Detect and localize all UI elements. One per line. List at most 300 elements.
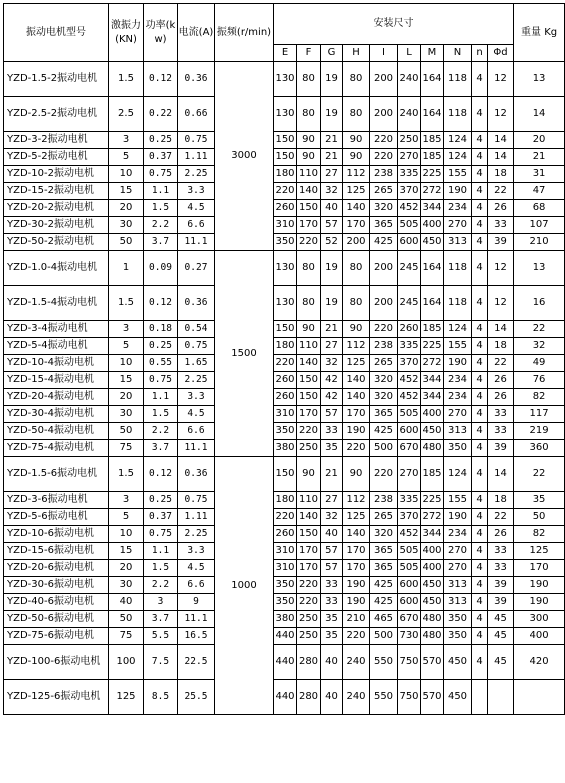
cell-power: 3.7: [144, 234, 178, 251]
cell-dim: 335: [398, 166, 421, 183]
cell-force: 30: [109, 577, 144, 594]
cell-dim: 344: [421, 526, 444, 543]
cell-dim: 320: [370, 200, 398, 217]
cell-dim: 240: [343, 645, 370, 680]
table-row: [4, 611, 565, 628]
cell-dim: 18: [488, 166, 514, 183]
cell-dim: 40: [321, 680, 343, 715]
cell-current: 4.5: [178, 406, 215, 423]
cell-dim: 440: [274, 628, 297, 645]
cell-dim: 550: [370, 680, 398, 715]
cell-dim: 22: [488, 183, 514, 200]
cell-dim: 260: [274, 200, 297, 217]
cell-dim: 12: [488, 97, 514, 132]
cell-dim: 4: [472, 440, 488, 457]
cell-dim: 4: [472, 338, 488, 355]
cell-dim: 480: [421, 611, 444, 628]
cell-weight: 76: [514, 372, 565, 389]
cell-dim: 4: [472, 97, 488, 132]
table-row: [4, 492, 565, 509]
cell-dim: 57: [321, 406, 343, 423]
cell-dim: 190: [444, 355, 472, 372]
cell-power: 1.5: [144, 406, 178, 423]
cell-dim: 185: [421, 321, 444, 338]
cell-model: YZD-5-4振动电机: [4, 338, 109, 355]
cell-model: YZD-75-6振动电机: [4, 628, 109, 645]
cell-dim: 4: [472, 200, 488, 217]
header-dim-8: n: [472, 45, 488, 62]
cell-model: YZD-50-6振动电机: [4, 611, 109, 628]
cell-dim: 750: [398, 680, 421, 715]
cell-dim: 80: [343, 286, 370, 321]
cell-model: YZD-2.5-2振动电机: [4, 97, 109, 132]
cell-model: YZD-10-6振动电机: [4, 526, 109, 543]
cell-dim: 130: [274, 97, 297, 132]
cell-dim: 452: [398, 200, 421, 217]
cell-dim: 350: [274, 423, 297, 440]
cell-dim: 14: [488, 321, 514, 338]
cell-dim: 220: [343, 628, 370, 645]
cell-dim: 164: [421, 286, 444, 321]
cell-force: 30: [109, 406, 144, 423]
table-row: [4, 594, 565, 611]
cell-dim: 4: [472, 509, 488, 526]
cell-dim: 400: [421, 543, 444, 560]
cell-dim: 32: [321, 183, 343, 200]
cell-power: 3.7: [144, 611, 178, 628]
cell-dim: 112: [343, 338, 370, 355]
cell-dim: 200: [343, 234, 370, 251]
cell-dim: 12: [488, 62, 514, 97]
cell-dim: 452: [398, 389, 421, 406]
cell-dim: 57: [321, 217, 343, 234]
cell-force: 3: [109, 492, 144, 509]
cell-dim: 270: [398, 457, 421, 492]
cell-model: YZD-20-6振动电机: [4, 560, 109, 577]
cell-dim: 39: [488, 594, 514, 611]
cell-dim: 170: [297, 560, 321, 577]
header-current: 电流(A): [178, 4, 215, 62]
cell-weight: 13: [514, 251, 565, 286]
cell-dim: 180: [274, 166, 297, 183]
cell-dim: 245: [398, 286, 421, 321]
cell-dim: 260: [274, 372, 297, 389]
cell-dim: 4: [472, 321, 488, 338]
table-row: [4, 166, 565, 183]
header-force: 激振力(KN): [109, 4, 144, 62]
header-frequency: 振频(r/min): [215, 4, 274, 62]
cell-dim: 170: [343, 217, 370, 234]
cell-dim: 19: [321, 286, 343, 321]
table-row: [4, 183, 565, 200]
table-row: [4, 338, 565, 355]
cell-dim: 450: [421, 594, 444, 611]
cell-model: YZD-5-6振动电机: [4, 509, 109, 526]
cell-dim: 4: [472, 577, 488, 594]
cell-dim: 150: [297, 526, 321, 543]
cell-model: YZD-1.5-4振动电机: [4, 286, 109, 321]
cell-dim: 272: [421, 355, 444, 372]
cell-dim: 155: [444, 492, 472, 509]
cell-dim: 270: [398, 149, 421, 166]
cell-dim: 280: [297, 645, 321, 680]
cell-force: 5: [109, 149, 144, 166]
cell-current: 0.75: [178, 132, 215, 149]
cell-dim: 380: [274, 611, 297, 628]
cell-dim: 238: [370, 166, 398, 183]
cell-model: YZD-40-6振动电机: [4, 594, 109, 611]
cell-dim: 35: [321, 440, 343, 457]
cell-weight: 35: [514, 492, 565, 509]
table-row: [4, 457, 565, 492]
cell-current: 9: [178, 594, 215, 611]
cell-force: 5: [109, 338, 144, 355]
cell-dim: 505: [398, 543, 421, 560]
cell-current: 1.11: [178, 149, 215, 166]
cell-dim: 80: [297, 286, 321, 321]
cell-dim: 500: [370, 628, 398, 645]
cell-dim: 310: [274, 406, 297, 423]
cell-dim: 124: [444, 457, 472, 492]
cell-dim: 260: [398, 321, 421, 338]
cell-power: 0.12: [144, 62, 178, 97]
cell-dim: 200: [370, 286, 398, 321]
cell-power: 1.1: [144, 543, 178, 560]
cell-dim: 225: [421, 338, 444, 355]
table-row: [4, 680, 565, 715]
cell-dim: 4: [472, 611, 488, 628]
cell-dim: 170: [343, 560, 370, 577]
cell-dim: 320: [370, 526, 398, 543]
cell-dim: 240: [398, 97, 421, 132]
cell-current: 3.3: [178, 543, 215, 560]
cell-weight: 16: [514, 286, 565, 321]
cell-dim: 452: [398, 526, 421, 543]
table-row: [4, 200, 565, 217]
cell-dim: 350: [444, 440, 472, 457]
cell-model: YZD-3-6振动电机: [4, 492, 109, 509]
cell-dim: 164: [421, 62, 444, 97]
cell-dim: 4: [472, 355, 488, 372]
cell-power: 0.12: [144, 286, 178, 321]
cell-dim: 670: [398, 440, 421, 457]
cell-model: YZD-30-6振动电机: [4, 577, 109, 594]
cell-dim: 4: [472, 526, 488, 543]
cell-dim: 350: [444, 611, 472, 628]
cell-power: 5.5: [144, 628, 178, 645]
cell-dim: 90: [343, 321, 370, 338]
cell-model: YZD-20-2振动电机: [4, 200, 109, 217]
cell-dim: 400: [421, 560, 444, 577]
cell-dim: 220: [370, 149, 398, 166]
cell-dim: [488, 680, 514, 715]
cell-dim: 118: [444, 286, 472, 321]
cell-dim: 125: [343, 509, 370, 526]
cell-frequency: 1500: [215, 251, 274, 457]
cell-dim: 220: [274, 509, 297, 526]
cell-dim: 344: [421, 372, 444, 389]
cell-dim: 40: [321, 645, 343, 680]
cell-dim: 130: [274, 62, 297, 97]
cell-dim: 265: [370, 509, 398, 526]
cell-power: 3: [144, 594, 178, 611]
cell-weight: [514, 680, 565, 715]
cell-dim: 80: [343, 62, 370, 97]
cell-dim: 32: [321, 355, 343, 372]
cell-dim: 140: [343, 526, 370, 543]
cell-power: 0.25: [144, 338, 178, 355]
cell-dim: 190: [444, 183, 472, 200]
cell-power: 2.2: [144, 217, 178, 234]
cell-dim: 90: [297, 321, 321, 338]
cell-dim: 185: [421, 149, 444, 166]
cell-current: 0.36: [178, 457, 215, 492]
cell-dim: 313: [444, 423, 472, 440]
cell-dim: 118: [444, 251, 472, 286]
cell-current: 1.11: [178, 509, 215, 526]
cell-dim: 33: [488, 560, 514, 577]
cell-power: 0.75: [144, 372, 178, 389]
cell-dim: 80: [297, 97, 321, 132]
cell-dim: 190: [444, 509, 472, 526]
cell-model: YZD-10-4振动电机: [4, 355, 109, 372]
cell-dim: 370: [398, 509, 421, 526]
cell-power: 0.18: [144, 321, 178, 338]
header-weight: 重量 Kg: [514, 4, 565, 62]
cell-dim: 4: [472, 406, 488, 423]
cell-weight: 420: [514, 645, 565, 680]
cell-current: 4.5: [178, 200, 215, 217]
cell-force: 50: [109, 423, 144, 440]
cell-dim: 272: [421, 183, 444, 200]
cell-force: 125: [109, 680, 144, 715]
cell-power: 0.37: [144, 509, 178, 526]
table-row: [4, 217, 565, 234]
cell-dim: 150: [274, 132, 297, 149]
cell-current: 6.6: [178, 217, 215, 234]
cell-current: 0.75: [178, 492, 215, 509]
cell-dim: 4: [472, 594, 488, 611]
cell-force: 1.5: [109, 62, 144, 97]
cell-weight: 47: [514, 183, 565, 200]
cell-frequency: 3000: [215, 62, 274, 251]
cell-dim: 4: [472, 389, 488, 406]
cell-dim: 90: [343, 457, 370, 492]
cell-dim: 4: [472, 560, 488, 577]
cell-dim: 130: [274, 251, 297, 286]
cell-force: 30: [109, 217, 144, 234]
cell-dim: 42: [321, 372, 343, 389]
cell-model: YZD-15-2振动电机: [4, 183, 109, 200]
cell-dim: 45: [488, 611, 514, 628]
cell-dim: 220: [370, 132, 398, 149]
cell-dim: 130: [274, 286, 297, 321]
cell-power: 7.5: [144, 645, 178, 680]
cell-dim: 344: [421, 200, 444, 217]
cell-current: 1.65: [178, 355, 215, 372]
cell-power: 3.7: [144, 440, 178, 457]
cell-weight: 107: [514, 217, 565, 234]
cell-weight: 31: [514, 166, 565, 183]
cell-dim: 42: [321, 389, 343, 406]
cell-dim: 45: [488, 645, 514, 680]
cell-dim: 150: [274, 457, 297, 492]
cell-dim: 350: [274, 234, 297, 251]
table-row: [4, 234, 565, 251]
cell-dim: 225: [421, 166, 444, 183]
cell-dim: 730: [398, 628, 421, 645]
header-model: 振动电机型号: [4, 4, 109, 62]
cell-power: 1.1: [144, 183, 178, 200]
cell-force: 15: [109, 183, 144, 200]
cell-model: YZD-1.5-2振动电机: [4, 62, 109, 97]
cell-weight: 210: [514, 234, 565, 251]
cell-dim: 313: [444, 577, 472, 594]
cell-dim: 112: [343, 492, 370, 509]
cell-model: YZD-15-4振动电机: [4, 372, 109, 389]
cell-dim: 370: [398, 355, 421, 372]
cell-force: 100: [109, 645, 144, 680]
cell-dim: 240: [343, 680, 370, 715]
cell-force: 75: [109, 628, 144, 645]
cell-frequency: 1000: [215, 457, 274, 715]
cell-dim: 170: [297, 406, 321, 423]
cell-current: 4.5: [178, 560, 215, 577]
cell-force: 15: [109, 372, 144, 389]
cell-model: YZD-1.0-4振动电机: [4, 251, 109, 286]
cell-model: YZD-30-2振动电机: [4, 217, 109, 234]
cell-force: 15: [109, 543, 144, 560]
cell-dim: 22: [488, 509, 514, 526]
cell-weight: 22: [514, 321, 565, 338]
cell-dim: 57: [321, 543, 343, 560]
cell-dim: 440: [274, 680, 297, 715]
cell-current: 6.6: [178, 423, 215, 440]
header-power: 功率(kw): [144, 4, 178, 62]
cell-weight: 82: [514, 526, 565, 543]
cell-power: 2.2: [144, 423, 178, 440]
cell-power: 1.5: [144, 200, 178, 217]
cell-dim: 33: [321, 594, 343, 611]
cell-weight: 190: [514, 594, 565, 611]
cell-dim: 39: [488, 440, 514, 457]
cell-current: 2.25: [178, 526, 215, 543]
cell-dim: 425: [370, 577, 398, 594]
cell-dim: 234: [444, 389, 472, 406]
cell-dim: 21: [321, 457, 343, 492]
cell-dim: 480: [421, 628, 444, 645]
cell-dim: 234: [444, 200, 472, 217]
table-row: [4, 286, 565, 321]
cell-weight: 400: [514, 628, 565, 645]
cell-dim: 19: [321, 62, 343, 97]
cell-model: YZD-20-4振动电机: [4, 389, 109, 406]
cell-dim: 35: [321, 628, 343, 645]
cell-weight: 20: [514, 132, 565, 149]
cell-dim: 33: [488, 217, 514, 234]
cell-dim: 33: [488, 423, 514, 440]
cell-dim: 33: [321, 423, 343, 440]
cell-dim: 350: [274, 594, 297, 611]
cell-dim: 320: [370, 389, 398, 406]
cell-current: 11.1: [178, 440, 215, 457]
cell-dim: 39: [488, 234, 514, 251]
cell-weight: 49: [514, 355, 565, 372]
cell-dim: 272: [421, 509, 444, 526]
cell-dim: 450: [444, 645, 472, 680]
cell-dim: 465: [370, 611, 398, 628]
cell-dim: 4: [472, 457, 488, 492]
cell-dim: 450: [421, 423, 444, 440]
cell-dim: 250: [398, 132, 421, 149]
cell-force: 20: [109, 560, 144, 577]
cell-dim: 350: [444, 628, 472, 645]
cell-model: YZD-125-6振动电机: [4, 680, 109, 715]
cell-dim: 250: [297, 611, 321, 628]
header-row: [4, 4, 565, 45]
cell-current: 6.6: [178, 577, 215, 594]
cell-dim: 200: [370, 251, 398, 286]
cell-dim: 365: [370, 406, 398, 423]
cell-dim: 220: [370, 321, 398, 338]
cell-dim: 180: [274, 492, 297, 509]
cell-dim: 225: [421, 492, 444, 509]
cell-power: 0.25: [144, 492, 178, 509]
cell-dim: 452: [398, 372, 421, 389]
cell-dim: 12: [488, 251, 514, 286]
header-dim-5: L: [398, 45, 421, 62]
cell-dim: 220: [370, 457, 398, 492]
header-dim-0: E: [274, 45, 297, 62]
cell-power: 0.55: [144, 355, 178, 372]
cell-dim: 18: [488, 338, 514, 355]
cell-dim: 260: [274, 526, 297, 543]
table-row: [4, 355, 565, 372]
cell-dim: 18: [488, 492, 514, 509]
cell-dim: 500: [370, 440, 398, 457]
cell-dim: 505: [398, 217, 421, 234]
table-row: [4, 406, 565, 423]
cell-dim: 4: [472, 423, 488, 440]
cell-power: 8.5: [144, 680, 178, 715]
cell-dim: 150: [274, 149, 297, 166]
cell-dim: 280: [297, 680, 321, 715]
cell-dim: 200: [370, 97, 398, 132]
cell-dim: 125: [343, 355, 370, 372]
cell-dim: 22: [488, 355, 514, 372]
cell-dim: 4: [472, 286, 488, 321]
cell-dim: 335: [398, 492, 421, 509]
cell-weight: 13: [514, 62, 565, 97]
cell-dim: 200: [370, 62, 398, 97]
cell-current: 2.25: [178, 372, 215, 389]
cell-dim: 4: [472, 645, 488, 680]
cell-dim: 4: [472, 217, 488, 234]
table-row: [4, 509, 565, 526]
cell-dim: 270: [444, 217, 472, 234]
cell-dim: 365: [370, 543, 398, 560]
cell-dim: 245: [398, 251, 421, 286]
cell-dim: 220: [297, 423, 321, 440]
cell-dim: 350: [274, 577, 297, 594]
cell-force: 50: [109, 234, 144, 251]
cell-dim: 260: [274, 389, 297, 406]
cell-dim: 150: [297, 372, 321, 389]
cell-dim: 670: [398, 611, 421, 628]
cell-dim: 4: [472, 149, 488, 166]
cell-dim: 400: [421, 217, 444, 234]
table-row: [4, 645, 565, 680]
